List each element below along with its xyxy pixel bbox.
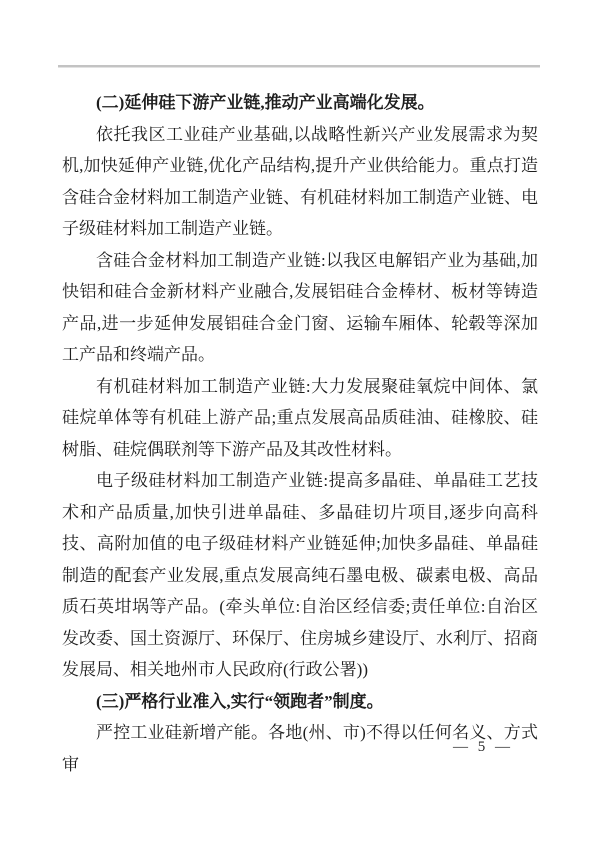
body-paragraph: 有机硅材料加工制造产业链:大力发展聚硅氧烷中间体、氯硅烷单体等有机硅上游产品;重点发展高品质硅油、硅橡胶、硅树脂、硅烷偶联剂等下游产品及其改性材料。 bbox=[62, 376, 538, 459]
section-heading: (二)延伸硅下游产业链,推动产业高端化发展。 bbox=[96, 93, 435, 112]
header-divider bbox=[58, 65, 540, 68]
section-heading: (三)严格行业准入,实行“领跑者”制度。 bbox=[96, 691, 384, 711]
body-paragraph: 含硅合金材料加工制造产业链:以我区电解铝产业为基础,加快铝和硅合金新材料产业融合,发展铝硅合金棒材、板材等铸造产品,进一步延伸发展铝硅合金门窗、运输车厢体、轮毂等深加工产品和终端产品。 bbox=[62, 250, 538, 364]
body-paragraph: 严控工业硅新增产能。各地(州、市)不得以任何名义、方式审 bbox=[62, 723, 538, 774]
body-paragraph: 电子级硅材料加工制造产业链:提高多晶硅、单晶硅工艺技术和产品质量,加快引进单晶硅、多晶硅切片项目,逐步向高科技、高附加值的电子级硅材料产业链延伸;加快多晶硅、单晶硅制造的配套产业发展,重点发展高纯石墨电极、碳素电极、高品质石英坩埚等产品。(牵头单位:自治区经信委;责任单位:自治区发改委、国土资源厅、环保厅、住房城乡建设厅、水利厅、招商发展局、相关地州市人民政府(行政公署)) bbox=[62, 471, 538, 679]
page-number: — 5 — bbox=[453, 739, 513, 755]
document-body bbox=[62, 87, 538, 780]
body-paragraph: 依托我区工业硅产业基础,以战略性新兴产业发展需求为契机,加快延伸产业链,优化产品结构,提升产业供给能力。重点打造含硅合金材料加工制造产业链、有机硅材料加工制造产业链、电子级硅材料加工制造产业链。 bbox=[62, 124, 538, 238]
